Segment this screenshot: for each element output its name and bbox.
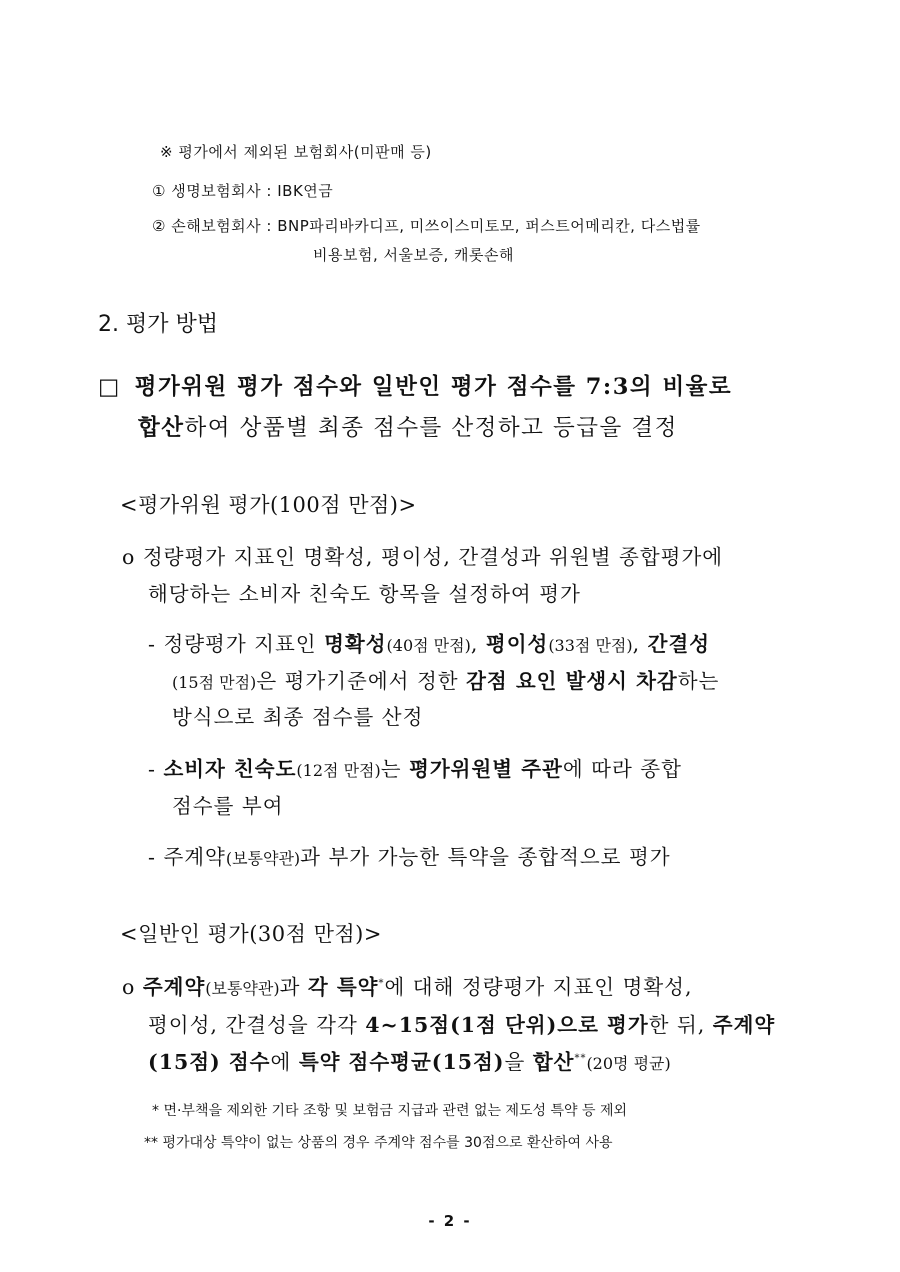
summary-text-2: 하여 상품별 최종 점수를 산정하고 등급을 결정 bbox=[184, 415, 678, 441]
d2-bold-2: 평가위원별 주관 bbox=[409, 757, 563, 781]
footnote-2: ** 평가대상 특약이 없는 상품의 경우 주계약 점수를 30점으로 환산하여 사용 bbox=[144, 1135, 613, 1151]
committee-dash-3 bbox=[148, 840, 671, 870]
d1-suffix: 하는 bbox=[677, 669, 720, 693]
d1-clarity: 명확성 bbox=[324, 632, 387, 656]
life-insurer-value: IBK연금 bbox=[277, 182, 334, 200]
committee-dash-2-line-2: 점수를 부여 bbox=[172, 794, 284, 818]
d1-clarity-score: (40점 만점) bbox=[386, 636, 471, 655]
summary-bold-sum: 합산 bbox=[138, 415, 185, 441]
p1-paren: (보통약관) bbox=[205, 979, 280, 998]
p1-suffix: 에 대해 정량평가 지표인 명확성, bbox=[384, 975, 693, 999]
committee-dash-2-line-1 bbox=[148, 752, 682, 782]
nonlife-insurer-value: BNP파리바카디프, 미쓰이스미토모, 퍼스트어메리칸, 다스법률 bbox=[277, 217, 701, 235]
section-heading: 2. 평가 방법 bbox=[98, 312, 218, 337]
d2-mid: 는 bbox=[380, 757, 410, 781]
d1-prefix: - 정량평가 지표인 bbox=[148, 632, 325, 656]
life-insurer-label: ① 생명보험회사 : bbox=[152, 182, 278, 200]
committee-dash-1-line-2 bbox=[172, 664, 719, 694]
d2-bold: 소비자 친숙도 bbox=[163, 757, 297, 781]
committee-dash-1-line-3: 방식으로 최종 점수를 산정 bbox=[172, 705, 424, 729]
d2-suffix: 에 따라 종합 bbox=[562, 757, 682, 781]
p3-sup: ** bbox=[574, 1053, 587, 1065]
p1-bold: 주계약 bbox=[142, 975, 206, 999]
life-insurer-line bbox=[152, 180, 333, 201]
p3-paren: (20명 평균) bbox=[586, 1054, 671, 1073]
d2-score: (12점 만점) bbox=[296, 761, 381, 780]
d3-prefix: - 주계약 bbox=[148, 845, 226, 869]
nonlife-insurer-line bbox=[152, 215, 701, 236]
p2-bold-2: 주계약 bbox=[712, 1013, 776, 1037]
p3-bold-3: 합산 bbox=[532, 1050, 575, 1074]
public-heading: <일반인 평가(30점 만점)> bbox=[120, 922, 382, 946]
nonlife-insurer-label: ② 손해보험회사 : bbox=[152, 217, 278, 235]
committee-bullet-line-2: 해당하는 소비자 친숙도 항목을 설정하여 평가 bbox=[148, 582, 581, 606]
d1-concise-score: (15점 만점) bbox=[172, 673, 257, 692]
p3-bold: (15점) 점수 bbox=[148, 1050, 271, 1074]
d1-ease: 평이성 bbox=[485, 632, 549, 656]
d3-suffix: 과 부가 가능한 특약을 종합적으로 평가 bbox=[300, 845, 671, 869]
footnote-1: * 면·부책을 제외한 기타 조항 및 보험금 지급과 관련 없는 제도성 특약 등 제외 bbox=[152, 1103, 628, 1119]
p1-and: 과 bbox=[279, 975, 308, 999]
public-bullet-line-3 bbox=[148, 1045, 671, 1075]
d2-prefix: - bbox=[148, 757, 164, 781]
summary-line-1 bbox=[98, 369, 732, 401]
p1-sup: * bbox=[378, 978, 385, 990]
summary-text-1: 평가위원 평가 점수와 일반인 평가 점수를 7:3의 비율로 bbox=[134, 374, 733, 400]
p2-prefix: 평이성, 간결성을 각각 bbox=[148, 1013, 366, 1037]
p2-bold: 4~15점(1점 단위)으로 평가 bbox=[365, 1013, 649, 1037]
page-number: - 2 - bbox=[428, 1212, 472, 1230]
d1-mid: 은 평가기준에서 정한 bbox=[256, 669, 467, 693]
p3-mid: 에 bbox=[270, 1050, 299, 1074]
nonlife-insurer-value-continued: 비용보험, 서울보증, 캐롯손해 bbox=[313, 246, 514, 264]
committee-bullet-line-1: o 정량평가 지표인 명확성, 평이성, 간결성과 위원별 종합평가에 bbox=[122, 545, 724, 569]
d1-concise: 간결성 bbox=[647, 632, 711, 656]
d1-sep-1: , bbox=[470, 632, 486, 656]
d1-bold: 감점 요인 발생시 차감 bbox=[466, 669, 678, 693]
summary-line-2 bbox=[138, 410, 678, 442]
public-bullet-line-1 bbox=[122, 970, 693, 1000]
public-bullet-line-2 bbox=[148, 1008, 775, 1038]
p1-prefix: o bbox=[122, 975, 143, 999]
committee-heading: <평가위원 평가(100점 만점)> bbox=[120, 493, 417, 517]
excluded-note: ※ 평가에서 제외된 보험회사(미판매 등) bbox=[160, 143, 432, 161]
d1-ease-score: (33점 만점) bbox=[548, 636, 633, 655]
committee-dash-1-line-1 bbox=[148, 627, 710, 657]
p3-bold-2: 특약 점수평균(15점) bbox=[298, 1050, 505, 1074]
d3-paren: (보통약관) bbox=[225, 849, 301, 868]
p3-mid-2: 을 bbox=[504, 1050, 533, 1074]
checkbox-square-icon: □ bbox=[98, 374, 121, 400]
p2-mid: 한 뒤, bbox=[648, 1013, 713, 1037]
d1-sep-2: , bbox=[632, 632, 648, 656]
p1-bold-2: 각 특약 bbox=[307, 975, 379, 999]
